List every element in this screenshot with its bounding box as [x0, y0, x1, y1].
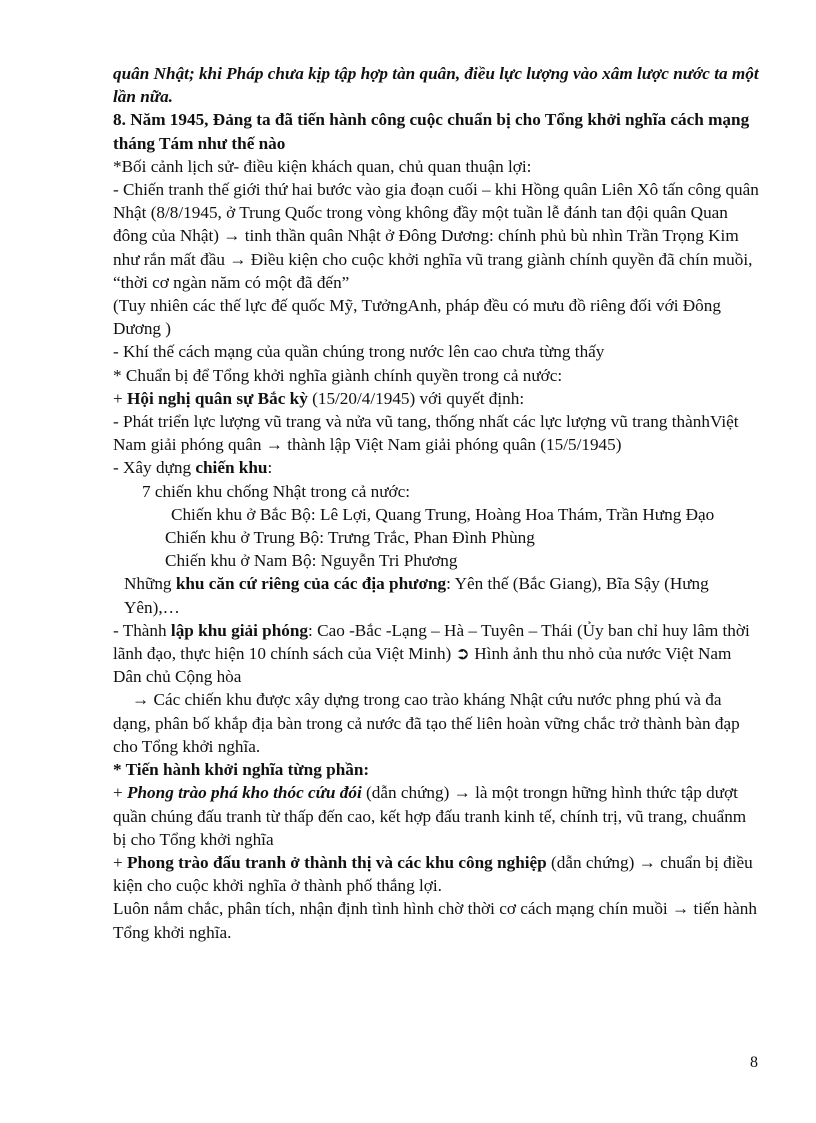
war-zone-term: chiến khu [195, 458, 268, 478]
paragraph-build-zones [113, 456, 763, 479]
paragraph-urban-struggle [113, 851, 763, 897]
paragraph-liberated-zone [113, 619, 763, 689]
granary-bullet: + [113, 783, 127, 803]
local-bases-term: khu căn cứ riêng của các địa phương [175, 574, 447, 594]
local-bases-detail: : Yên thế (Bắc Giang), Bĩa Sậy (Hưng Yên),… [124, 574, 709, 617]
conference-title: Hội nghị quân sự Bắc kỳ [127, 388, 308, 408]
paragraph-imperialist-note: (Tuy nhiên các thế lực đế quốc Mỹ, TưởngAnh, pháp đều có mưu đồ riêng đối với Đông Dương ) [113, 296, 721, 339]
conference-date: (15/20/4/1945) với quyết định: [307, 388, 525, 408]
granary-movement-term: Phong trào phá kho thóc cứu đói [127, 783, 362, 803]
paragraph-seven-zones: 7 chiến khu chống Nhật trong cả nước: [142, 481, 411, 501]
granary-movement-detail: (dẫn chứng) → là một trongn hững hình thức tập dượt quần chúng đấu tranh từ thấp đến cao, kết hợp đấu tranh kinh tế, chính trị, vũ trang, chuẩnm bị cho Tổng khởi nghĩa [113, 783, 747, 849]
liberated-zone-term: lập khu giải phóng [170, 620, 309, 640]
partial-uprising-heading: * Tiến hành khởi nghĩa từng phần: [113, 760, 370, 780]
paragraph-military-conference [113, 387, 763, 410]
paragraph-zones-summary: → Các chiến khu được xây dựng trong cao trào kháng Nhật cứu nước phng phú và đa dạng, phân bố khắp địa bàn trong cả nước đã tạo thế liên hoàn vững chắc trở thành bàn đạp cho Tổng khởi nghĩa. [113, 690, 740, 756]
paragraph-local-bases [113, 572, 763, 618]
page-number: 8 [750, 1054, 758, 1071]
document-body [113, 62, 763, 944]
paragraph-intro: quân Nhật; khi Pháp chưa kịp tập hợp tàn quân, điều lực lượng vào xâm lược nước ta một lần nữa. [113, 64, 759, 107]
paragraph-granary-movement [113, 781, 763, 851]
paragraph-conclusion: Luôn nắm chắc, phân tích, nhận định tình hình chờ thời cơ cách mạng chín muồi → tiến hành Tổng khởi nghĩa. [113, 899, 757, 942]
context-heading: *Bối cảnh lịch sử- điều kiện khách quan, chủ quan thuận lợi: [113, 156, 532, 176]
paragraph-war-context: - Chiến tranh thế giới thứ hai bước vào gia đoạn cuối – khi Hồng quân Liên Xô tấn công quân Nhật (8/8/1945, ở Trung Quốc trong vòng không đầy một tuần lễ đánh tan đội quân Quan đông của Nhật) → tinh thần quân Nhật ở Đông Dương: chính phủ bù nhìn Trần Trọng Kim như rắn mất đầu → Điều kiện cho cuộc khởi nghĩa vũ trang giành chính quyền đã chín muồi, “thời cơ ngàn năm có một đã đến” [113, 180, 759, 292]
bullet-plus: + [113, 388, 127, 408]
paragraph-central-zones: Chiến khu ở Trung Bộ: Trưng Trắc, Phan Đình Phùng [165, 528, 535, 548]
liberated-zone-prefix: - Thành [113, 620, 171, 640]
question-heading: 8. Năm 1945, Đảng ta đã tiến hành công cuộc chuẩn bị cho Tổng khởi nghĩa cách mạng tháng Tám như thế nào [113, 110, 750, 153]
build-zones-colon: : [267, 458, 273, 478]
paragraph-armed-forces: - Phát triển lực lượng vũ trang và nửa vũ tang, thống nhất các lực lượng vũ trang thànhViệt Nam giải phóng quân → thành lập Việt Nam giải phóng quân (15/5/1945) [113, 412, 739, 455]
liberated-zone-detail: : Cao -Bắc -Lạng – Hà – Tuyên – Thái (Ủy ban chỉ huy lâm thời lãnh đạo, thực hiện 10 chính sách của Việt Minh) ➲ Hình ảnh thu nhỏ của nước Việt Nam Dân chủ Cộng hòa [113, 620, 750, 687]
local-bases-prefix: Những [124, 574, 176, 594]
urban-struggle-detail: (dẫn chứng) → chuẩn bị điều kiện cho cuộc khởi nghĩa ở thành phố thắng lợi. [113, 852, 753, 896]
paragraph-south-zones: Chiến khu ở Nam Bộ: Nguyễn Tri Phương [165, 551, 458, 571]
build-zones-prefix: - Xây dựng [113, 458, 196, 478]
preparation-heading: * Chuẩn bị để Tổng khởi nghĩa giành chính quyền trong cả nước: [113, 365, 563, 385]
urban-bullet: + [113, 852, 127, 872]
paragraph-mass-spirit: - Khí thế cách mạng của quần chúng trong nước lên cao chưa từng thấy [113, 342, 605, 362]
urban-struggle-term: Phong trào đấu tranh ở thành thị và các khu công nghiệp [127, 852, 547, 872]
paragraph-north-zones: Chiến khu ở Bắc Bộ: Lê Lợi, Quang Trung, Hoàng Hoa Thám, Trần Hưng Đạo [171, 504, 715, 524]
